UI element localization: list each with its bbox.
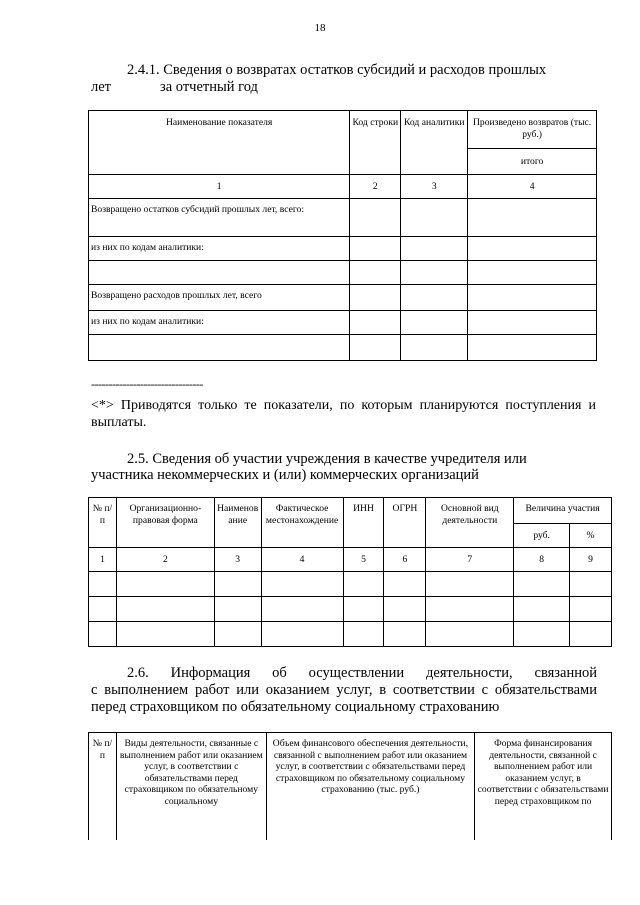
participation-table [88, 497, 612, 647]
row-label: Возвращено остатков субсидий прошлых лет, всего: [89, 199, 350, 237]
col-num-6: 6 [384, 548, 426, 572]
col-header-rub: руб. [514, 524, 570, 548]
col-num-2: 2 [350, 175, 401, 199]
page-number: 18 [314, 22, 326, 34]
col-num-8: 8 [514, 548, 570, 572]
col-num-4: 4 [261, 548, 343, 572]
col-header-name: Наименование показателя [89, 111, 350, 175]
col-num-1: 1 [89, 548, 117, 572]
section-26-heading-line1: 2.6. Информация об осуществлении деятельности, связанной [127, 665, 597, 681]
col-num-1: 1 [89, 175, 350, 199]
table-row [89, 311, 597, 335]
col-num-3: 3 [214, 548, 261, 572]
col-num-2: 2 [116, 548, 214, 572]
col-header-volume: Объем финансового обеспечения деятельности, связанной с выполнением работ или оказанием услуг, в соответствии с обязательствами перед страховщиком по обязательному социальному страхованию (тыс. руб.) [266, 733, 475, 841]
col-header-form: Организационно-правовая форма [116, 498, 214, 548]
col-header-total: итого [468, 149, 597, 175]
col-num-7: 7 [426, 548, 514, 572]
returns-table [88, 110, 597, 361]
table-row [89, 261, 597, 285]
col-header-types: Виды деятельности, связанные с выполнением работ или оказанием услуг, в соответствии с обязательствами перед страховщиком по обязательному социальному [116, 733, 266, 841]
section-25-heading-line2: участника некоммерческих и (или) коммерческих организаций [91, 467, 479, 483]
col-header-activity: Основной вид деятельности [426, 498, 514, 548]
col-num-5: 5 [343, 548, 384, 572]
col-header-ogrn: ОГРН [384, 498, 426, 548]
col-num-3: 3 [401, 175, 468, 199]
insurance-table [88, 732, 612, 840]
table-row [89, 597, 612, 622]
section-241-heading-line2a: лет [91, 79, 112, 95]
section-26-heading-line2: с выполнением работ или оказанием услуг, в соответствии с обязательствами [91, 682, 597, 698]
table-row [89, 285, 597, 311]
row-label: из них по кодам аналитики: [89, 311, 350, 335]
col-header-inn: ИНН [343, 498, 384, 548]
col-header-share: Величина участия [514, 498, 612, 524]
col-header-location: Фактическое местонахождение [261, 498, 343, 548]
row-label: Возвращено расходов прошлых лет, всего [89, 285, 350, 311]
row-label: из них по кодам аналитики: [89, 237, 350, 261]
footnote-separator: -------------------------------- [91, 377, 203, 391]
col-header-no: № п/п [89, 733, 117, 841]
table-row [89, 335, 597, 361]
section-26-heading-line3: перед страховщиком по обязательному социальному страхованию [91, 699, 500, 715]
col-num-4: 4 [468, 175, 597, 199]
col-header-analytic: Код аналитики [401, 111, 468, 175]
col-header-form: Форма финансирования деятельности, связанной с выполнением работ или оказанием услуг, в соответствии с обязательствами перед страховщиком по [475, 733, 612, 841]
col-header-code: Код строки [350, 111, 401, 175]
table-row [89, 199, 597, 237]
col-header-name: Наименование [214, 498, 261, 548]
col-num-9: 9 [570, 548, 612, 572]
section-241-heading-line2b: за отчетный год [160, 79, 258, 95]
table-row [89, 237, 597, 261]
table-row [89, 572, 612, 597]
col-header-no: № п/п [89, 498, 117, 548]
col-header-pct: % [570, 524, 612, 548]
section-25-heading-line1: 2.5. Сведения об участии учреждения в качестве учредителя или [127, 451, 527, 467]
section-241-heading-line1: 2.4.1. Сведения о возвратах остатков субсидий и расходов прошлых [127, 62, 547, 78]
insurance-table-wrapper [88, 732, 612, 840]
col-header-returns: Произведено возвратов (тыс. руб.) [468, 111, 597, 149]
footnote-text: <*> Приводятся только те показатели, по которым планируются поступления и выплаты. [91, 398, 596, 430]
table-row [89, 622, 612, 647]
